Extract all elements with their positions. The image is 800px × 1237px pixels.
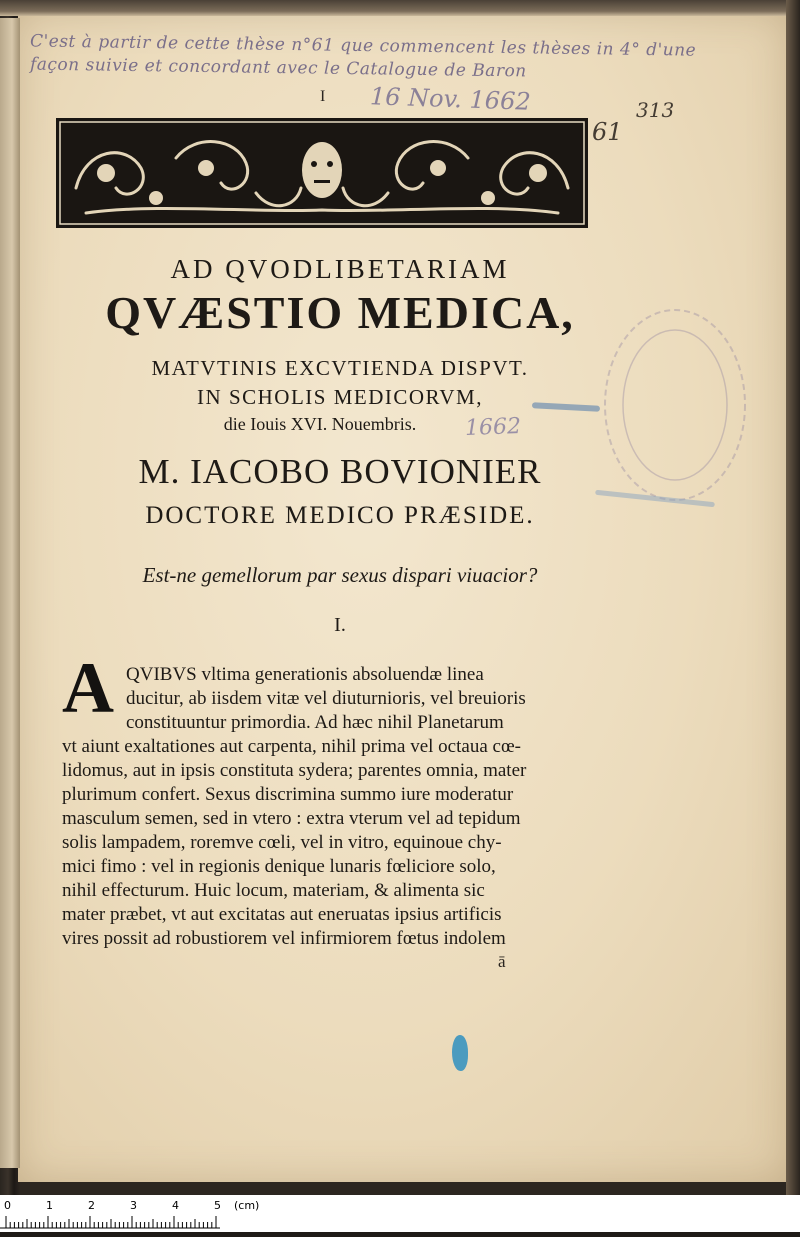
body-line: ducitur, ab iisdem vitæ vel diuturnioris, vel breuioris (126, 688, 526, 709)
ruler-label-2: 2 (88, 1199, 95, 1212)
preses-role: DOCTORE MEDICO PRÆSIDE. (145, 502, 535, 529)
ruler-unit: (cm) (234, 1199, 260, 1212)
handwritten-number-b: 313 (636, 98, 675, 122)
body-line: lidomus, aut in ipsis constituta sydera; parentes omnia, mater (62, 760, 527, 781)
ruler-label-4: 4 (172, 1199, 179, 1212)
body-line: constituuntur primordia. Ad hæc nihil Planetarum (126, 712, 504, 733)
page-top-edge (0, 0, 800, 16)
ornamental-headpiece (56, 118, 588, 228)
handwritten-note-line2: façon suivie et concordant avec le Catalogue de Baron (29, 54, 527, 82)
title-main: QVÆSTIO MEDICA, (105, 287, 575, 338)
handwritten-note-line1: C'est à partir de cette thèse n°61 que commencent les thèses in 4° d'une (29, 31, 697, 61)
ruler-label-3: 3 (130, 1199, 137, 1212)
handwritten-date: 16 Nov. 1662 (369, 82, 532, 116)
body-line: masculum semen, sed in vtero : extra vterum vel ad tepidum (62, 808, 521, 829)
ruler-label-0: 0 (4, 1199, 11, 1212)
title-date-line: die Iouis XVI. Nouembris. (223, 414, 417, 434)
body-line: mici fimo : vel in regionis denique lunaris fœliciore solo, (62, 856, 496, 877)
body-line: QVIBVS vltima generationis absoluendæ linea (126, 664, 484, 685)
page-number: I (320, 88, 326, 105)
scan-right-border (786, 0, 800, 1195)
body-line: solis lampadem, roremve cœli, vel in vitro, equinoue chy- (62, 832, 502, 853)
thesis-question: Est-ne gemellorum par sexus dispari viuacior? (142, 563, 538, 587)
measurement-ruler (0, 1195, 800, 1232)
ink-spot (452, 1035, 468, 1071)
ruler-label-5: 5 (214, 1199, 221, 1212)
handwritten-number-a: 61 (592, 118, 623, 146)
body-line: vires possit ad robustiorem vel infirmiorem fœtus indolem (62, 928, 506, 949)
page-left-edge (0, 18, 20, 1168)
handwritten-year: 1662 (464, 414, 522, 441)
preses-name: M. IACOBO BOVIONIER (138, 452, 542, 491)
title-line-1: AD QVODLIBETARIAM (170, 254, 510, 284)
body-line: mater præbet, vt aut excitatas aut eneruatas ipsius artificis (62, 904, 502, 925)
section-number: I. (334, 614, 346, 636)
body-line: plurimum confert. Sexus discrimina summo iure moderatur (62, 784, 514, 805)
title-line-4: IN SCHOLIS MEDICORVM, (197, 385, 483, 409)
body-line: vt aiunt exaltationes aut carpenta, nihil prima vel octaua cœ- (62, 736, 521, 757)
drop-capital: A (62, 648, 114, 728)
body-line: nihil effecturum. Huic locum, materiam, & alimenta sic (62, 880, 485, 901)
catchword: ā (498, 952, 506, 971)
title-line-3: MATVTINIS EXCVTIENDA DISPVT. (151, 356, 529, 380)
ruler-label-1: 1 (46, 1199, 53, 1212)
